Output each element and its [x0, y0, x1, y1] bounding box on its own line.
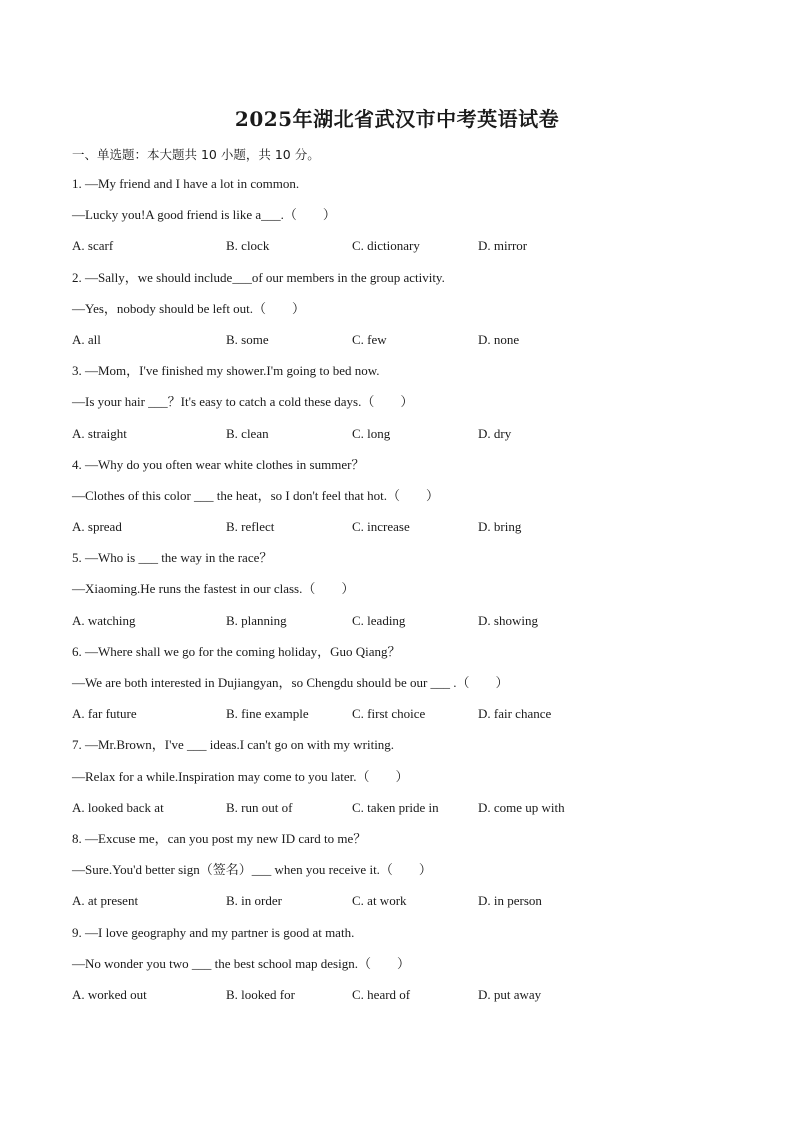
option-b: B. fine example [226, 706, 309, 722]
answer-options [72, 610, 722, 641]
option-c: C. few [352, 331, 387, 347]
question-response: —Lucky you!A good friend is like a___.（ ） [72, 207, 336, 223]
option-a: A. far future [72, 706, 137, 722]
question-response: —No wonder you two ___ the best school map design.（ ） [72, 955, 410, 971]
question-response: —We are both interested in Dujiangyan，so Chengdu should be our ___ .（ ） [72, 675, 509, 690]
option-c: C. at work [352, 893, 407, 909]
question-response: —Sure.You'd better sign（签名）___ when you receive it.（ ） [72, 862, 432, 878]
option-d: D. mirror [478, 238, 528, 254]
option-a: A. all [72, 331, 101, 347]
question-prompt: 9. —I love geography and my partner is good at math. [72, 924, 355, 940]
question-response: —Yes，nobody should be left out.（ ） [72, 300, 306, 316]
option-a: A. spread [72, 519, 122, 535]
option-d: D. fair chance [478, 706, 552, 722]
answer-options [72, 890, 722, 921]
answer-options [72, 703, 722, 734]
page-title: 2025年湖北省武汉市中考英语试卷 [234, 107, 560, 131]
answer-options [72, 423, 722, 454]
question-prompt: 7. —Mr.Brown，I've ___ ideas.I can't go on with my writing. [72, 737, 395, 753]
question-response: —Clothes of this color ___ the heat，so I don't feel that hot.（ ） [72, 487, 440, 503]
option-c: C. increase [352, 519, 410, 535]
question-prompt: 4. —Why do you often wear white clothes in summer？ [72, 456, 365, 472]
answer-options [72, 329, 722, 360]
option-c: C. taken pride in [352, 799, 439, 815]
option-c: C. long [352, 425, 391, 441]
question-2 [72, 267, 722, 361]
answer-options [72, 984, 722, 1015]
option-c: C. heard of [352, 986, 411, 1002]
option-b: B. in order [226, 893, 282, 909]
option-d: D. come up with [478, 799, 565, 815]
answer-options [72, 797, 722, 828]
question-prompt: 3. —Mom，I've finished my shower.I'm going to bed now. [72, 363, 380, 379]
option-a: A. scarf [72, 238, 114, 254]
question-4 [72, 454, 722, 548]
question-1 [72, 173, 722, 267]
option-a: A. looked back at [72, 799, 164, 815]
option-d: D. none [478, 331, 520, 347]
question-response: —Relax for a while.Inspiration may come to you later.（ ） [72, 768, 409, 784]
question-prompt: 5. —Who is ___ the way in the race？ [72, 550, 273, 566]
option-a: A. worked out [72, 986, 147, 1002]
option-a: A. watching [72, 612, 136, 628]
option-a: A. straight [72, 425, 127, 441]
option-b: B. looked for [226, 986, 295, 1002]
question-8 [72, 828, 722, 922]
section-heading: 一、单选题：本大题共 10 小题，共 10 分。 [72, 147, 320, 162]
question-prompt: 6. —Where shall we go for the coming holiday，Guo Qiang？ [72, 643, 401, 659]
question-list [72, 173, 722, 1015]
question-5 [72, 547, 722, 641]
option-b: B. clock [226, 238, 270, 254]
option-a: A. at present [72, 893, 139, 909]
question-response: —Is your hair ___？It's easy to catch a cold these days.（ ） [72, 394, 414, 410]
question-7 [72, 734, 722, 828]
option-c: C. first choice [352, 706, 426, 722]
question-prompt: 8. —Excuse me，can you post my new ID card to me？ [72, 830, 367, 846]
option-c: C. leading [352, 612, 406, 628]
option-b: B. reflect [226, 519, 275, 535]
question-response: —Xiaoming.He runs the fastest in our class.（ ） [72, 581, 355, 597]
option-d: D. bring [478, 519, 522, 535]
question-9 [72, 922, 722, 1016]
answer-options [72, 516, 722, 547]
option-b: B. planning [226, 612, 287, 628]
question-prompt: 2. —Sally，we should include___of our members in the group activity. [72, 269, 445, 285]
option-c: C. dictionary [352, 238, 420, 254]
option-d: D. showing [478, 612, 538, 628]
option-b: B. clean [226, 425, 269, 441]
option-d: D. put away [478, 986, 542, 1002]
question-3 [72, 360, 722, 454]
answer-options [72, 235, 722, 266]
question-prompt: 1. —My friend and I have a lot in common. [72, 176, 300, 191]
option-b: B. run out of [226, 799, 293, 815]
option-d: D. dry [478, 425, 512, 441]
option-d: D. in person [478, 893, 542, 909]
option-b: B. some [226, 331, 269, 347]
question-6 [72, 641, 722, 735]
